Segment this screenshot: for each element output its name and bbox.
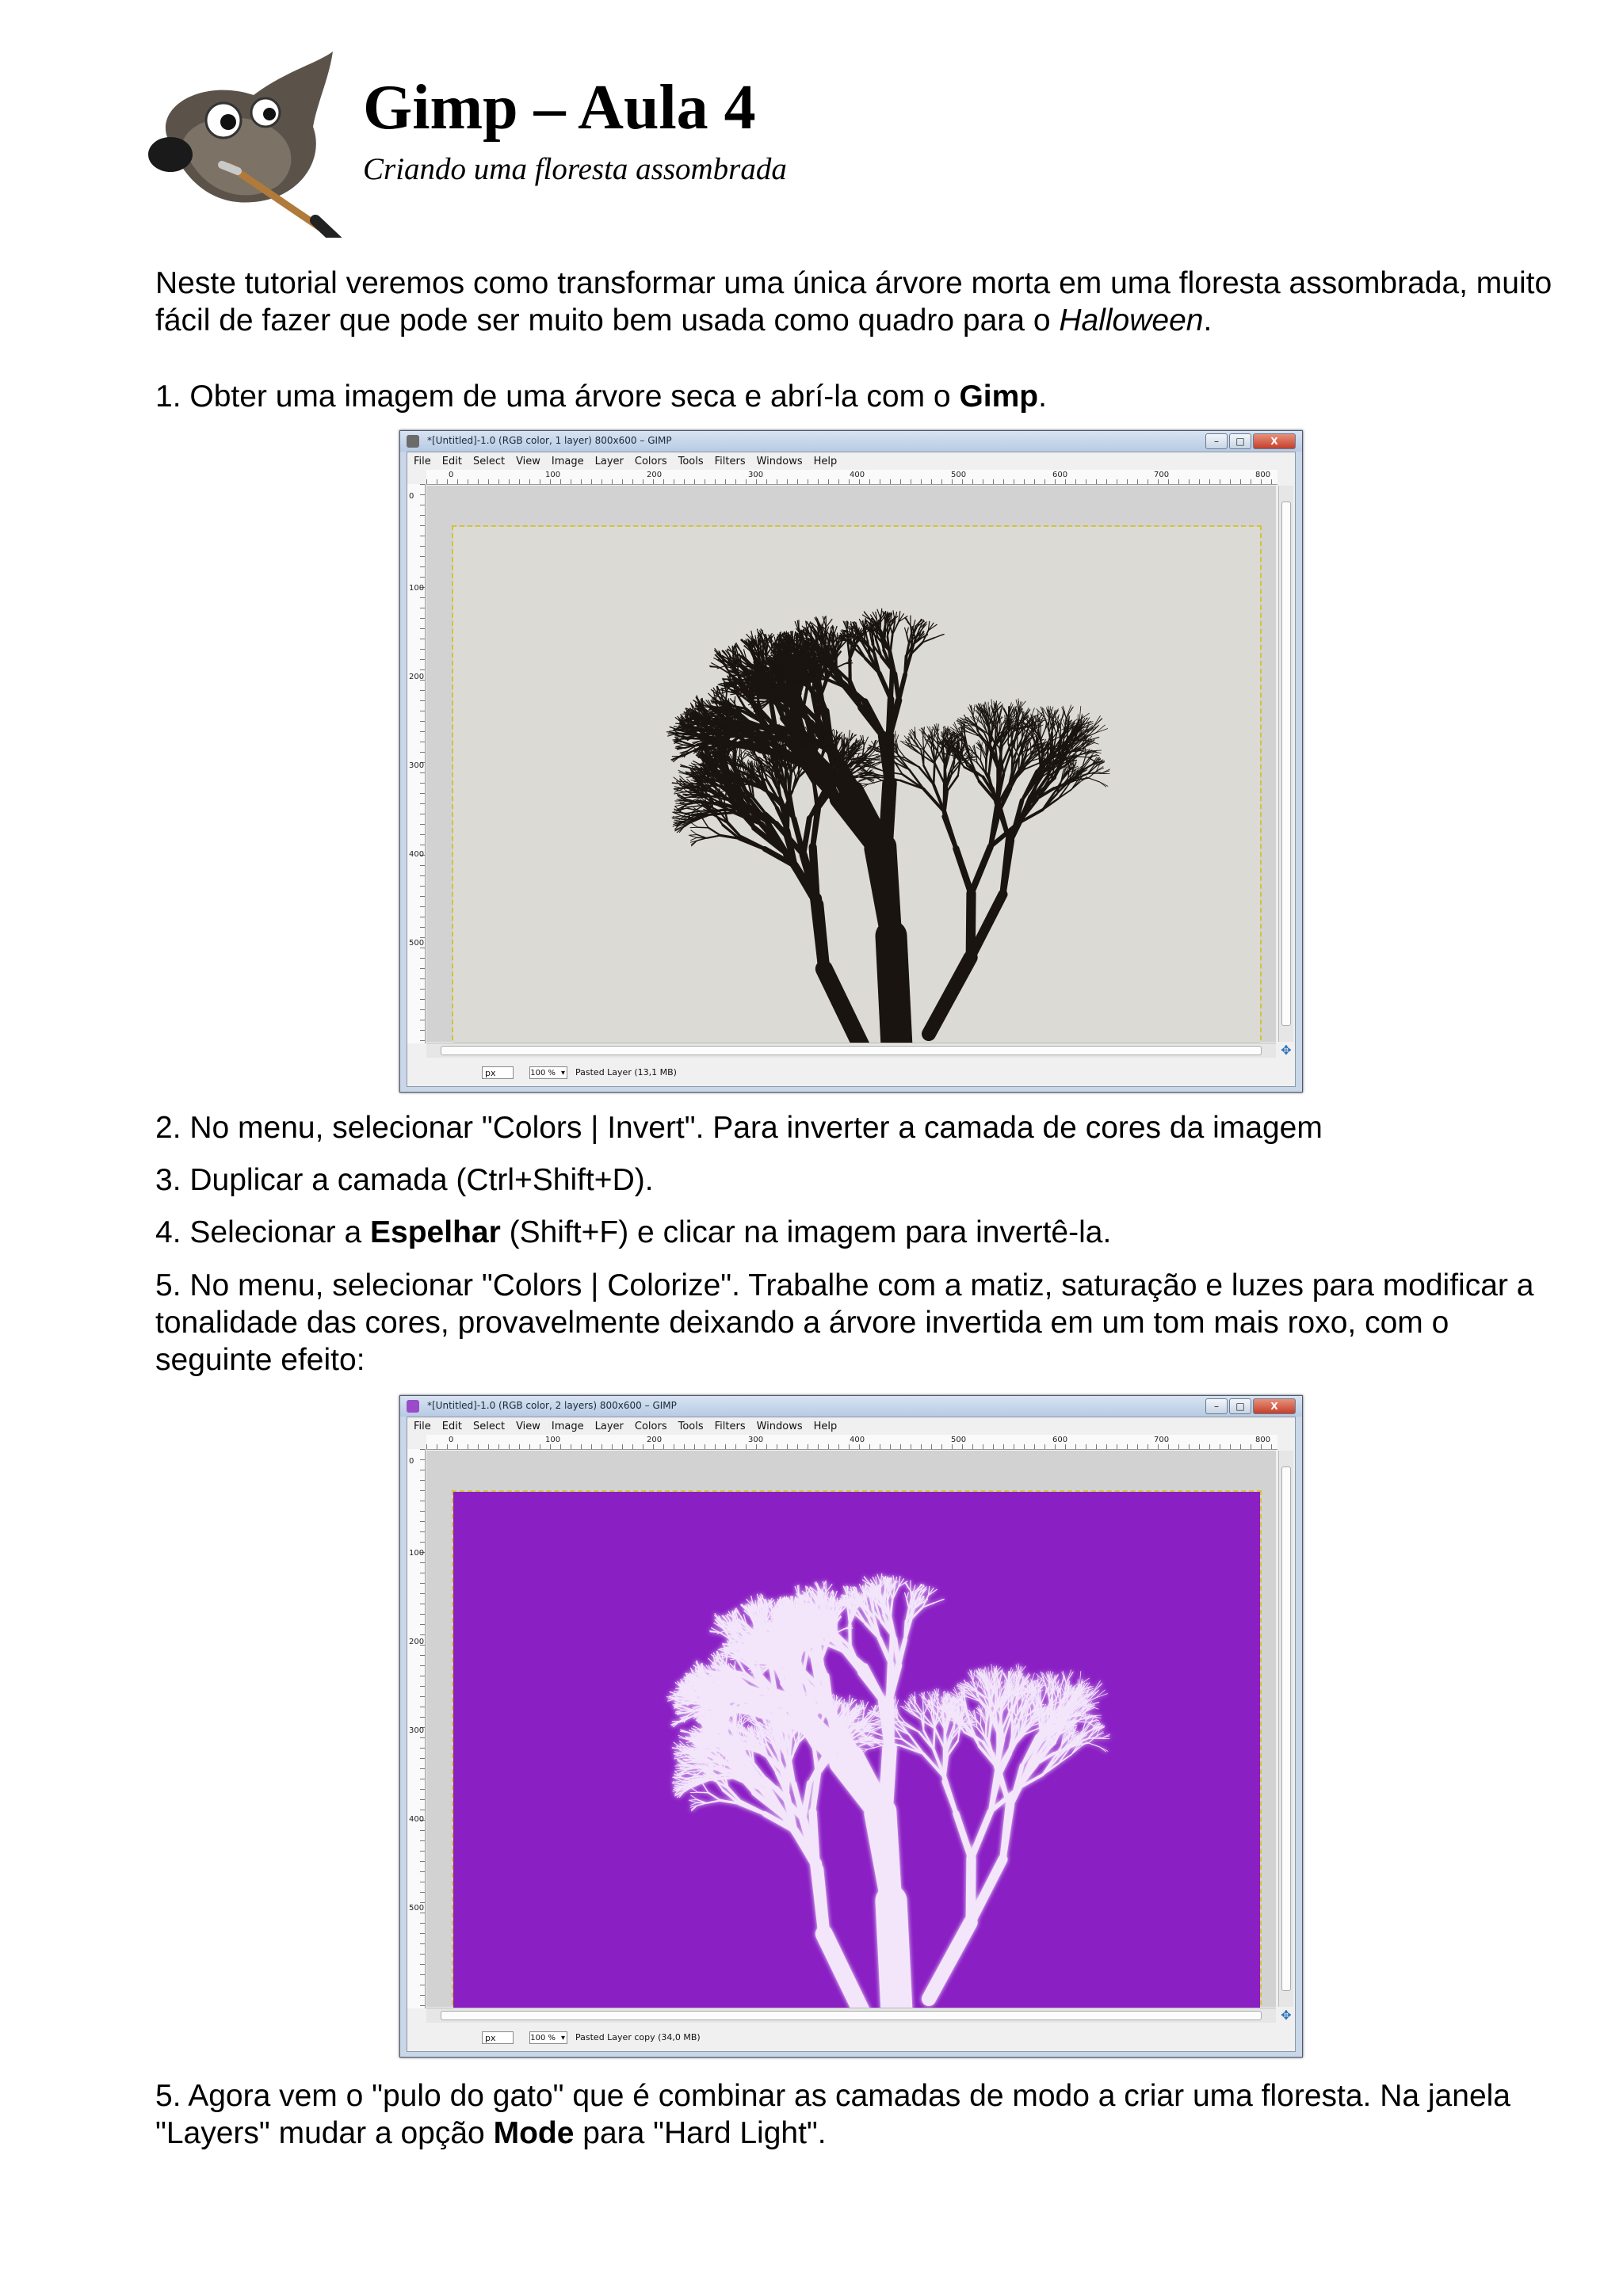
menu-edit[interactable]: Edit [441,1421,462,1432]
menu-image[interactable]: Image [551,456,584,467]
ruler-label: 800 [1255,1436,1271,1444]
step-3: 3. Duplicar a camada (Ctrl+Shift+D). [155,1163,654,1197]
step-4-end: (Shift+F) e clicar na imagem para invertê-la. [500,1215,1112,1249]
ruler-label: 500 [409,1904,425,1913]
close-button[interactable]: X [1253,433,1296,449]
navigate-icon[interactable]: ✥ [1281,1043,1292,1058]
ruler-label: 800 [1255,471,1271,479]
vertical-ruler[interactable] [407,484,426,1043]
menu-image[interactable]: Image [551,1421,584,1432]
ruler-label: 500 [951,1436,967,1444]
page-title: Gimp – Aula 4 [363,73,756,143]
menu-layer[interactable]: Layer [594,1421,624,1432]
step-6-bold: Mode [493,2116,575,2150]
ruler-label: 300 [409,1726,425,1735]
intro-text: Neste tutorial veremos como transformar uma única árvore morta em uma floresta assombrada, muito fácil de fazer que pode ser muito bem usada como quadro para o [155,266,1552,338]
step-1-text: 1. Obter uma imagem de uma árvore seca e abrí-la com o [155,379,960,414]
window-titlebar [400,1396,1302,1417]
gimp-inner [407,452,1296,1087]
gimp-window-2 [399,1395,1303,2058]
ruler-label: 700 [1154,471,1170,479]
close-button[interactable]: X [1253,1398,1296,1414]
menu-colors[interactable]: Colors [634,456,667,467]
step-4-bold: Espelhar [370,1215,501,1249]
menu-filters[interactable]: Filters [714,1421,746,1432]
step-1 [155,378,1566,415]
menubar [407,1417,1295,1435]
menu-help[interactable]: Help [813,456,838,467]
step-1-end: . [1038,379,1047,414]
menu-tools[interactable]: Tools [678,456,704,467]
ruler-label: 700 [1154,1436,1170,1444]
minimize-button[interactable]: – [1205,433,1228,449]
intro-end: . [1203,303,1212,338]
horizontal-ruler[interactable] [426,1435,1277,1450]
ruler-label: 200 [647,1436,663,1444]
status-text: Pasted Layer (13,1 MB) [575,1067,677,1077]
zoom-select[interactable]: 100 % ▾ [529,1066,567,1079]
ruler-label: 0 [409,492,414,501]
statusbar [407,1059,1295,1086]
step-4-text: 4. Selecionar a [155,1215,371,1249]
ruler-label: 100 [545,1436,561,1444]
ruler-label: 400 [850,1436,865,1444]
menu-file[interactable]: File [414,456,431,467]
intro-paragraph [155,265,1566,339]
ruler-label: 400 [409,1815,425,1824]
ruler-label: 0 [449,1436,454,1444]
horizontal-scrollbar[interactable] [426,2008,1276,2023]
step-6-end: para "Hard Light". [574,2116,827,2150]
ruler-label: 400 [850,471,865,479]
gimp-inner [407,1417,1296,2052]
step-6 [155,2077,1566,2152]
vertical-scrollbar[interactable] [1278,486,1293,1042]
zoom-select[interactable]: 100 % ▾ [529,2031,567,2044]
step-2: 2. No menu, selecionar "Colors | Invert". Para inverter a camada de cores da imagem [155,1111,1323,1145]
vertical-scrollbar[interactable] [1278,1451,1293,2007]
menu-windows[interactable]: Windows [756,1421,803,1432]
image-canvas[interactable] [452,1490,1262,2021]
menu-tools[interactable]: Tools [678,1421,704,1432]
ruler-label: 300 [748,471,764,479]
gimp-window-1 [399,430,1303,1093]
ruler-label: 500 [951,471,967,479]
ruler-label: 600 [1052,1436,1068,1444]
menu-select[interactable]: Select [472,1421,506,1432]
menu-layer[interactable]: Layer [594,456,624,467]
gimp-logo [135,48,372,238]
menu-select[interactable]: Select [472,456,506,467]
menu-windows[interactable]: Windows [756,456,803,467]
menu-view[interactable]: View [516,456,540,467]
image-canvas[interactable] [452,525,1262,1056]
ruler-label: 100 [545,471,561,479]
page-subtitle: Criando uma floresta assombrada [363,152,787,186]
ruler-label: 300 [748,1436,764,1444]
navigate-icon[interactable]: ✥ [1281,2008,1292,2023]
vertical-ruler[interactable] [407,1449,426,2008]
status-text: Pasted Layer copy (34,0 MB) [575,2032,701,2042]
maximize-button[interactable]: □ [1229,1398,1251,1414]
maximize-button[interactable]: □ [1229,433,1251,449]
ruler-label: 0 [449,471,454,479]
intro-italic: Halloween [1059,303,1204,338]
window-title: *[Untitled]-1.0 (RGB color, 2 layers) 800x600 – GIMP [427,1400,677,1411]
step-1-bold: Gimp [959,379,1039,414]
minimize-button[interactable]: – [1205,1398,1228,1414]
tree-image [453,1492,1260,2019]
ruler-label: 200 [409,1638,425,1646]
ruler-label: 100 [409,584,425,593]
horizontal-scrollbar[interactable] [426,1043,1276,1058]
ruler-label: 200 [647,471,663,479]
unit-select[interactable]: px [482,2031,514,2044]
window-titlebar [400,431,1302,452]
horizontal-ruler[interactable] [426,470,1277,485]
menu-help[interactable]: Help [813,1421,838,1432]
tree-image [453,527,1260,1055]
menu-filters[interactable]: Filters [714,456,746,467]
window-title: *[Untitled]-1.0 (RGB color, 1 layer) 800x600 – GIMP [427,435,672,446]
ruler-label: 300 [409,761,425,770]
statusbar [407,2024,1295,2051]
step-5: 5. No menu, selecionar "Colors | Colorize". Trabalhe com a matiz, saturação e luzes para modificar a tonalidade das cores, provavelmente deixando a árvore invertida em um tom mais roxo, com o seguinte efeito: [155,1268,1534,1377]
ruler-label: 600 [1052,471,1068,479]
ruler-label: 0 [409,1457,414,1466]
ruler-label: 100 [409,1549,425,1558]
gimp-app-icon [407,1400,419,1413]
ruler-label: 200 [409,673,425,681]
menubar [407,452,1295,470]
ruler-label: 500 [409,939,425,948]
unit-select[interactable]: px [482,1066,514,1079]
menu-view[interactable]: View [516,1421,540,1432]
menu-edit[interactable]: Edit [441,456,462,467]
step-6-text: 5. Agora vem o "pulo do gato" que é combinar as camadas de modo a criar uma floresta. Na janela "Layers" mudar a opção [155,2079,1510,2150]
ruler-label: 400 [409,850,425,859]
step-4 [155,1214,1566,1251]
menu-colors[interactable]: Colors [634,1421,667,1432]
menu-file[interactable]: File [414,1421,431,1432]
gimp-app-icon [407,435,419,448]
